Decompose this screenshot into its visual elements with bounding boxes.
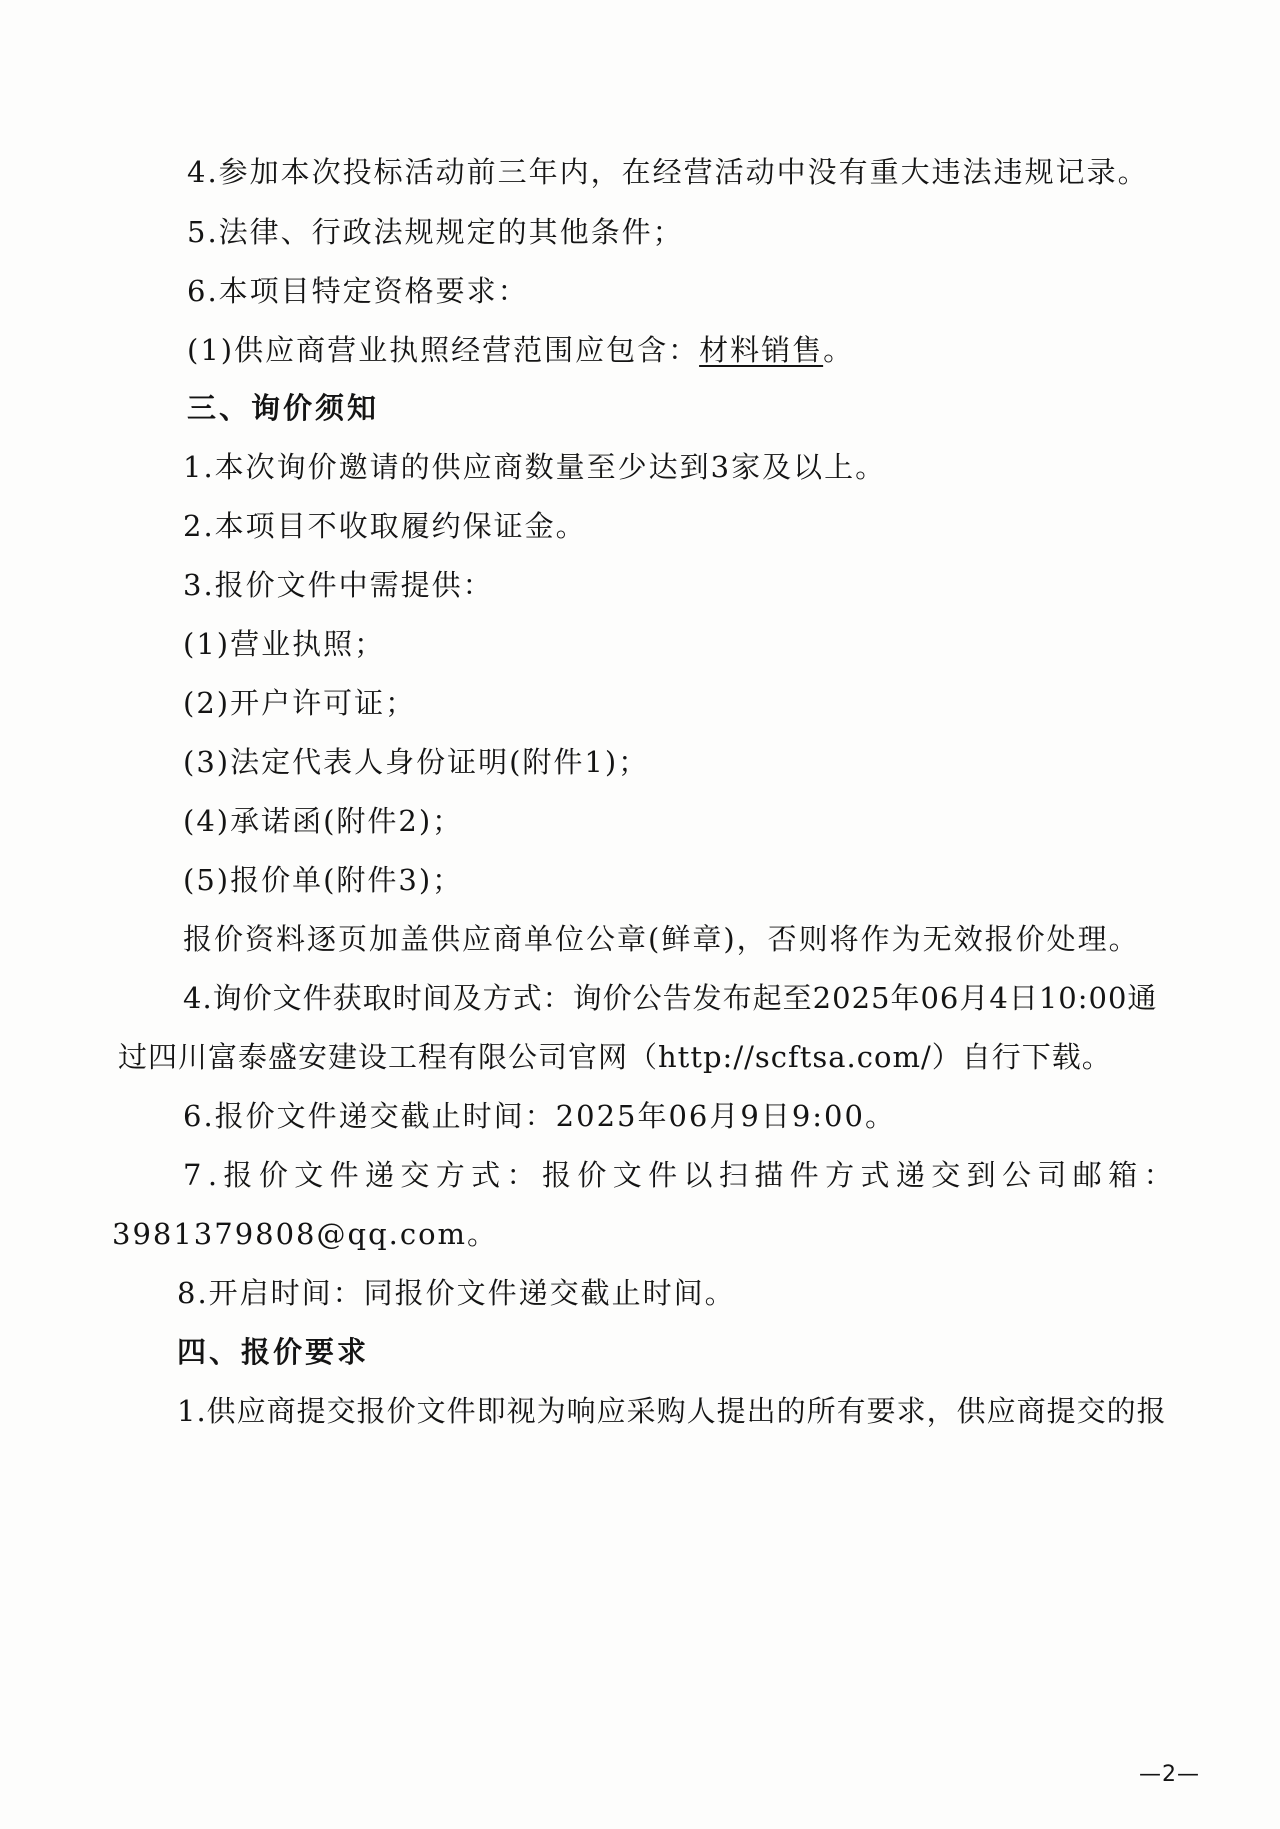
paragraph-line (187, 330, 854, 370)
paragraph-line: (3)法定代表人身份证明(附件1)； (183, 745, 650, 779)
justified-char: 件 (789, 1158, 819, 1192)
paragraph-line: 1.本次询价邀请的供应商数量至少达到3家及以上。 (183, 450, 887, 484)
justified-char: 式 (471, 1158, 501, 1192)
paragraph-line: 过四川富泰盛安建设工程有限公司官网（http://scftsa.com/）自行下载。 (118, 1040, 1112, 1074)
justified-char: ： (506, 1158, 536, 1192)
justified-char: 到 (966, 1158, 996, 1192)
justified-char: 件 (648, 1158, 678, 1192)
line-text: (1)供应商营业执照经营范围应包含： (187, 333, 700, 367)
justified-char: 递 (895, 1158, 925, 1192)
paragraph-line: 5.法律、行政法规规定的其他条件； (187, 215, 684, 249)
paragraph-line: 报价资料逐页加盖供应商单位公章(鲜章)，否则将作为无效报价处理。 (183, 922, 1140, 956)
line-text: 。 (823, 333, 855, 367)
paragraph-line: 3981379808@qq.com。 (112, 1217, 499, 1251)
justified-char: 递 (364, 1158, 394, 1192)
section-heading: 三、询价须知 (187, 391, 380, 425)
justified-char: 价 (258, 1158, 288, 1192)
paragraph-line: 4.询价文件获取时间及方式：询价公告发布起至2025年06月4日10:00通 (183, 981, 1158, 1015)
paragraph-line: 6.报价文件递交截止时间：2025年06月9日9:00。 (183, 1099, 896, 1133)
justified-char: 文 (294, 1158, 324, 1192)
underlined-text: 材料销售 (699, 333, 824, 367)
justified-char: 箱 (1108, 1158, 1138, 1192)
justified-char: 报 (223, 1158, 253, 1192)
paragraph-line-justified (183, 1155, 1173, 1195)
justified-char: 文 (612, 1158, 642, 1192)
justified-char: 交 (400, 1158, 430, 1192)
justified-char: 司 (1037, 1158, 1067, 1192)
paragraph-line: 2.本项目不收取履约保证金。 (183, 509, 587, 543)
paragraph-line: (5)报价单(附件3)； (183, 863, 464, 897)
paragraph-line: 1.供应商提交报价文件即视为响应采购人提出的所有要求，供应商提交的报 (177, 1394, 1167, 1428)
section-heading: 四、报价要求 (177, 1335, 370, 1369)
justified-char: 件 (329, 1158, 359, 1192)
justified-char: 邮 (1072, 1158, 1102, 1192)
justified-char: 价 (577, 1158, 607, 1192)
justified-char: 7 (183, 1158, 202, 1192)
justified-char: 扫 (718, 1158, 748, 1192)
justified-char: 公 (1002, 1158, 1032, 1192)
justified-char: ： (1143, 1158, 1173, 1192)
justified-char: . (207, 1158, 218, 1192)
page-number: —2— (1139, 1762, 1200, 1787)
justified-char: 式 (860, 1158, 890, 1192)
justified-char: 描 (754, 1158, 784, 1192)
justified-char: 交 (931, 1158, 961, 1192)
paragraph-line: (4)承诺函(附件2)； (183, 804, 464, 838)
justified-char: 方 (825, 1158, 855, 1192)
paragraph-line: (2)开户许可证； (183, 686, 417, 720)
paragraph-line: (1)营业执照； (183, 627, 386, 661)
paragraph-line: 4.参加本次投标活动前三年内，在经营活动中没有重大违法违规记录。 (187, 155, 1149, 189)
justified-char: 以 (683, 1158, 713, 1192)
justified-char: 方 (435, 1158, 465, 1192)
paragraph-line: 6.本项目特定资格要求： (187, 274, 529, 308)
paragraph-line: 8.开启时间：同报价文件递交截止时间。 (177, 1276, 736, 1310)
paragraph-line: 3.报价文件中需提供： (183, 568, 494, 602)
justified-char: 报 (541, 1158, 571, 1192)
